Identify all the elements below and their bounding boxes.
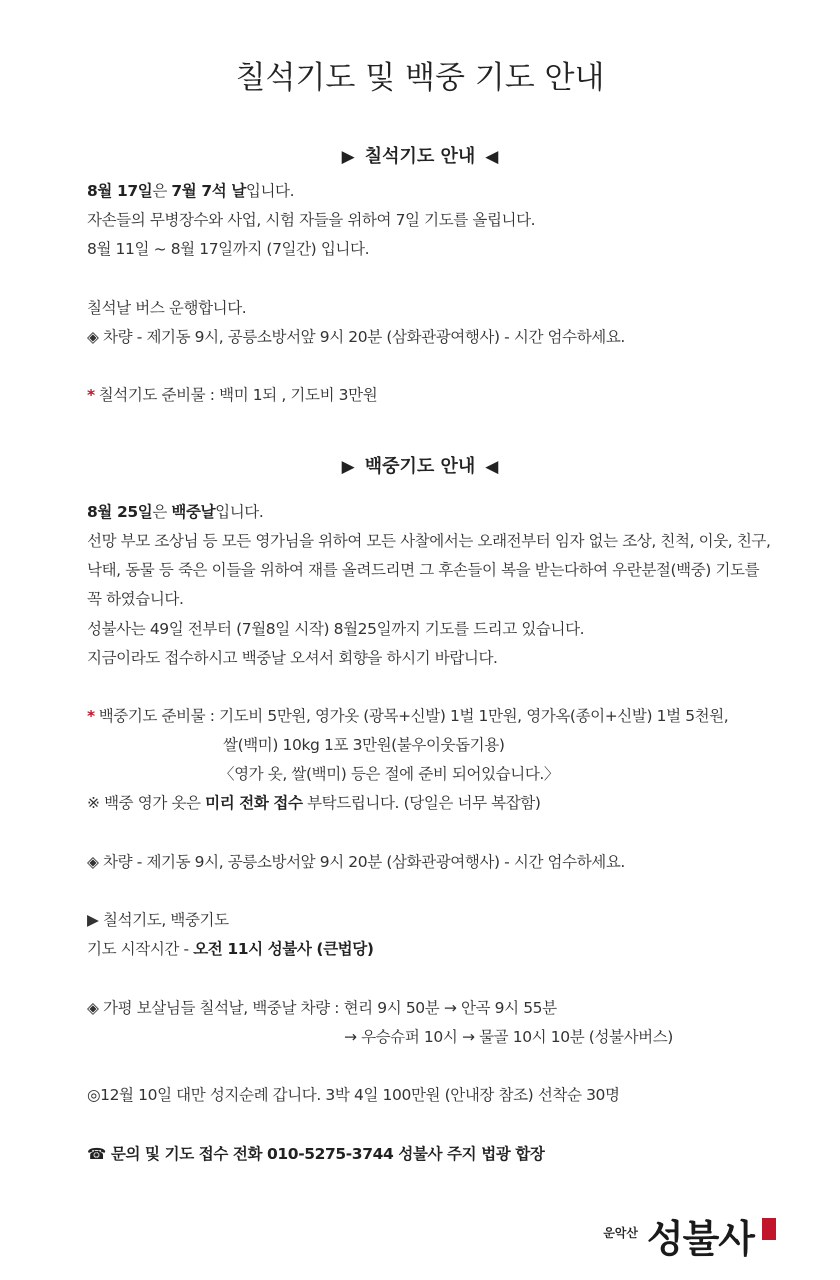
prayer-start-time — [87, 935, 374, 964]
chilseok-heading-text: 칠석기도 안내 — [364, 146, 476, 167]
chilseok-bus-notice: 칠석날 버스 운행합니다. — [87, 299, 247, 317]
text-fragment: ※ 백중 영가 옷은 — [87, 794, 206, 812]
baekjung-paragraph-line: 꼭 하였습니다. — [87, 590, 184, 608]
pilgrimage-notice: ◎12월 10일 대만 성지순례 갑니다. 3박 4일 100만원 (안내장 참조) 선착순 30명 — [87, 1086, 620, 1104]
asterisk-mark: * — [87, 386, 95, 404]
baekjung-paragraph-line: 지금이라도 접수하시고 백중날 오셔서 회향을 하시기 바랍니다. — [87, 649, 498, 667]
chilseok-bus-schedule: ◈ 차량 - 제기동 9시, 공릉소방서앞 9시 20분 (삼화관광여행사) - 시간 엄수하세요. — [87, 328, 625, 346]
baekjung-paragraph-line: 성불사는 49일 전부터 (7월8일 시작) 8월25일까지 기도를 드리고 있습니다. — [87, 620, 585, 638]
baekjung-prep-text: 백중기도 준비물 : 기도비 5만원, 영가옷 (광목+신발) 1벌 1만원, 영가옥(종이+신발) 1벌 5천원, — [98, 707, 729, 725]
logo-temple-name: 성불사 — [646, 1216, 754, 1261]
text-fragment: 부탁드립니다. (당일은 너무 복잡함) — [302, 794, 541, 812]
gapyeong-bus-line: ◈ 가평 보살님들 칠석날, 백중날 차량 : 현리 9시 50분 → 안곡 9시 55분 — [87, 999, 557, 1017]
chilseok-prep-text: 칠석기도 준비물 : 백미 1되 , 기도비 3만원 — [98, 386, 378, 404]
baekjung-date-line — [87, 498, 263, 527]
contact-phone-line: ☎ 문의 및 기도 접수 전화 010-5275-3744 성불사 주지 법광 합장 — [87, 1145, 545, 1163]
baekjung-bus-schedule: ◈ 차량 - 제기동 9시, 공릉소방서앞 9시 20분 (삼화관광여행사) - 시간 엄수하세요. — [87, 853, 625, 871]
left-triangle-icon: ◀ — [485, 147, 499, 167]
baekjung-prep-rice: 쌀(백미) 10kg 1포 3만원(불우이웃돕기용) — [223, 736, 505, 754]
baekjung-date: 8월 25일 — [87, 503, 153, 521]
chilseok-period: 8월 11일 ~ 8월 17일까지 (7일간) 입니다. — [87, 240, 370, 258]
left-triangle-icon: ◀ — [485, 457, 499, 477]
logo-mountain-name: 운악산 — [603, 1226, 638, 1240]
right-triangle-icon: ▶ — [341, 147, 355, 167]
right-triangle-icon: ▶ — [341, 457, 355, 477]
chilseok-heading — [0, 142, 840, 168]
page-title: 칠석기도 및 백중 기도 안내 — [235, 60, 605, 96]
baekjung-prep — [87, 702, 728, 731]
chilseok-date-line — [87, 177, 294, 206]
baekjung-prep-note: 〈영가 옷, 쌀(백미) 등은 절에 준비 되어있습니다.〉 — [219, 765, 560, 783]
asterisk-mark: * — [87, 707, 95, 725]
text-fragment: 입니다. — [215, 503, 264, 521]
start-time-emphasis: 오전 11시 성불사 (큰법당) — [193, 940, 374, 958]
gapyeong-bus-line-2: → 우승슈퍼 10시 → 물골 10시 10분 (성불사버스) — [344, 1028, 673, 1046]
chilseok-date: 8월 17일 — [87, 182, 153, 200]
chilseok-day: 7월 7석 날 — [171, 182, 246, 200]
call-ahead-emphasis: 미리 전화 접수 — [205, 794, 303, 812]
red-seal-icon — [762, 1218, 776, 1240]
prayer-type-line: ▶ 칠석기도, 백중기도 — [87, 911, 229, 929]
text-fragment: 입니다. — [245, 182, 295, 200]
chilseok-prep — [87, 381, 377, 410]
baekjung-paragraph-line: 낙태, 동물 등 죽은 이들을 위하여 재를 올려드리면 그 후손들이 복을 받는다하여 우란분절(백중) 기도를 — [87, 561, 760, 579]
baekjung-day: 백중날 — [171, 503, 216, 521]
baekjung-paragraph-line: 선망 부모 조상님 등 모든 영가님을 위하여 모든 사찰에서는 오래전부터 임자 없는 조상, 친척, 이웃, 친구, — [87, 532, 771, 550]
text-fragment: 기도 시작시간 - — [87, 940, 194, 958]
chilseok-purpose: 자손들의 무병장수와 사업, 시험 자들을 위하여 7일 기도를 올립니다. — [87, 211, 536, 229]
text-fragment: 은 — [152, 182, 172, 200]
baekjung-heading — [0, 452, 840, 478]
baekjung-heading-text: 백중기도 안내 — [364, 456, 476, 477]
baekjung-call-note — [87, 789, 541, 818]
text-fragment: 은 — [152, 503, 172, 521]
